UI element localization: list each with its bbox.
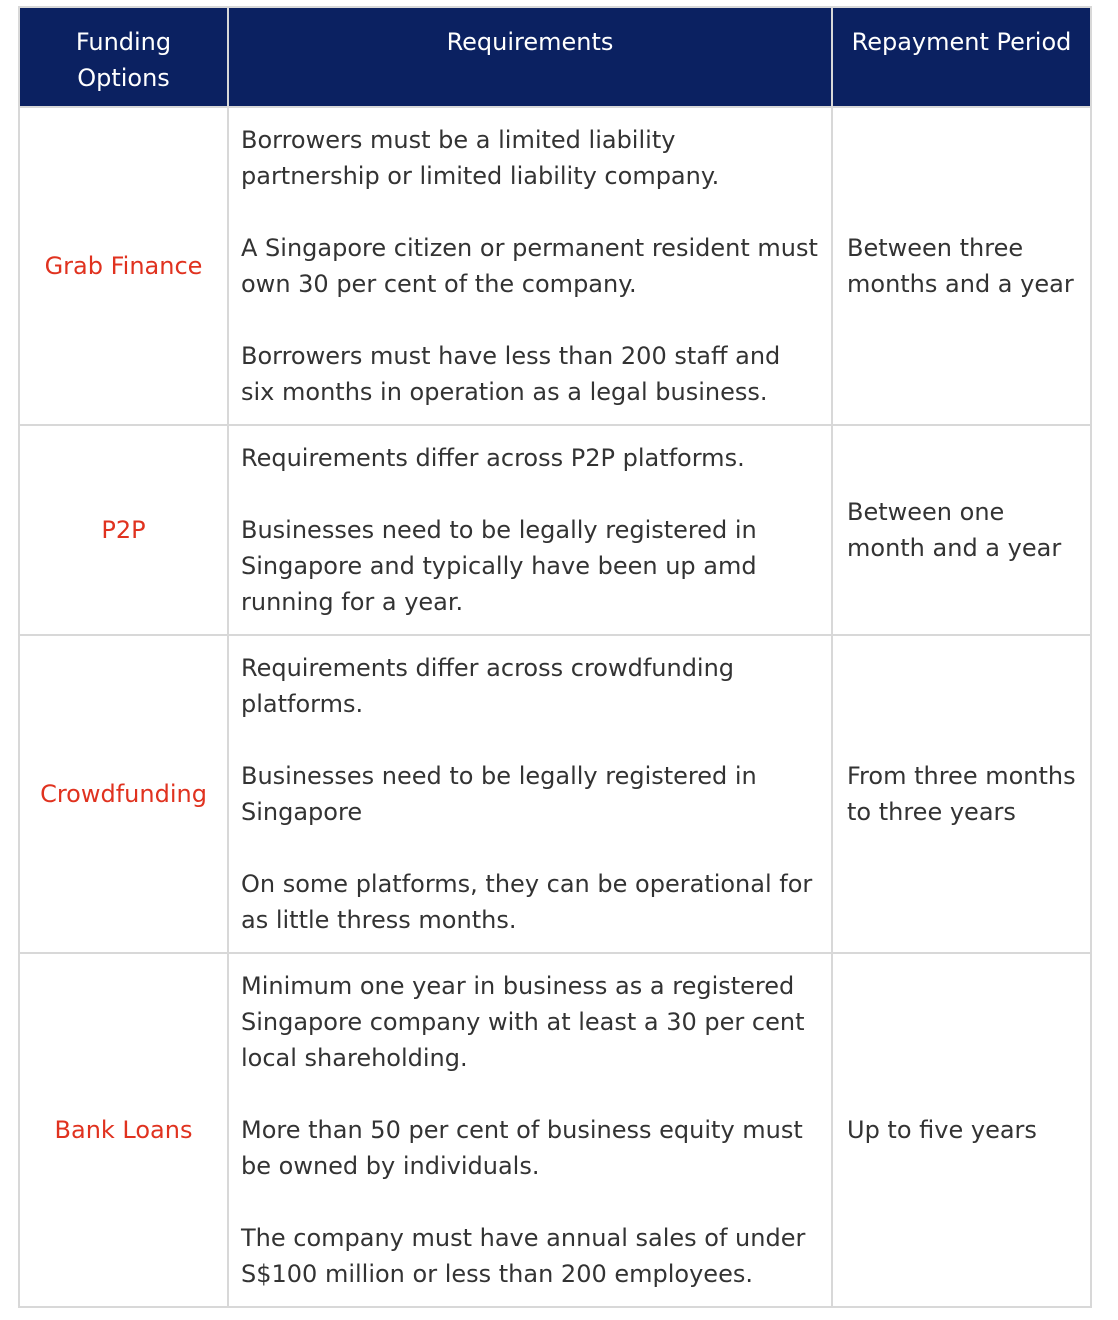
requirement-item: The company must have annual sales of under S$100 million or less than 200 employees. — [241, 1224, 806, 1288]
requirement-item: More than 50 per cent of business equity must be owned by individuals. — [241, 1116, 803, 1180]
header-funding-options: Funding Options — [19, 7, 228, 107]
requirement-item: Businesses need to be legally registered in Singapore — [241, 762, 757, 826]
requirements-cell — [228, 635, 832, 953]
requirement-item: Businesses need to be legally registered in Singapore and typically have been up amd running for a year. — [241, 516, 757, 616]
header-requirements: Requirements — [228, 7, 832, 107]
funding-option-grab-finance: Grab Finance — [19, 107, 228, 425]
requirement-item: On some platforms, they can be operational for as little thress months. — [241, 870, 813, 934]
repayment-period-cell: Between one month and a year — [832, 425, 1091, 635]
requirement-item: Requirements differ across P2P platforms. — [241, 444, 745, 472]
table-row — [19, 107, 1091, 425]
requirement-item: Minimum one year in business as a registered Singapore company with at least a 30 per cent local shareholding. — [241, 972, 805, 1072]
funding-option-crowdfunding: Crowdfunding — [19, 635, 228, 953]
table-row — [19, 425, 1091, 635]
funding-option-bank-loans: Bank Loans — [19, 953, 228, 1307]
table-header — [19, 7, 1091, 107]
requirement-item: A Singapore citizen or permanent resident must own 30 per cent of the company. — [241, 234, 818, 298]
requirement-item: Borrowers must be a limited liability partnership or limited liability company. — [241, 126, 720, 190]
table-row — [19, 635, 1091, 953]
requirements-cell — [228, 107, 832, 425]
funding-options-table-container — [18, 6, 1090, 1308]
funding-options-table — [18, 6, 1092, 1308]
requirements-cell — [228, 953, 832, 1307]
repayment-period-cell: Between three months and a year — [832, 107, 1091, 425]
requirement-item: Borrowers must have less than 200 staff and six months in operation as a legal business. — [241, 342, 781, 406]
requirements-cell — [228, 425, 832, 635]
repayment-period-cell: From three months to three years — [832, 635, 1091, 953]
header-row — [19, 7, 1091, 107]
funding-option-p2p: P2P — [19, 425, 228, 635]
table-row — [19, 953, 1091, 1307]
requirement-item: Requirements differ across crowdfunding platforms. — [241, 654, 735, 718]
table-body — [19, 107, 1091, 1307]
header-repayment-period: Repayment Period — [832, 7, 1091, 107]
repayment-period-cell: Up to five years — [832, 953, 1091, 1307]
